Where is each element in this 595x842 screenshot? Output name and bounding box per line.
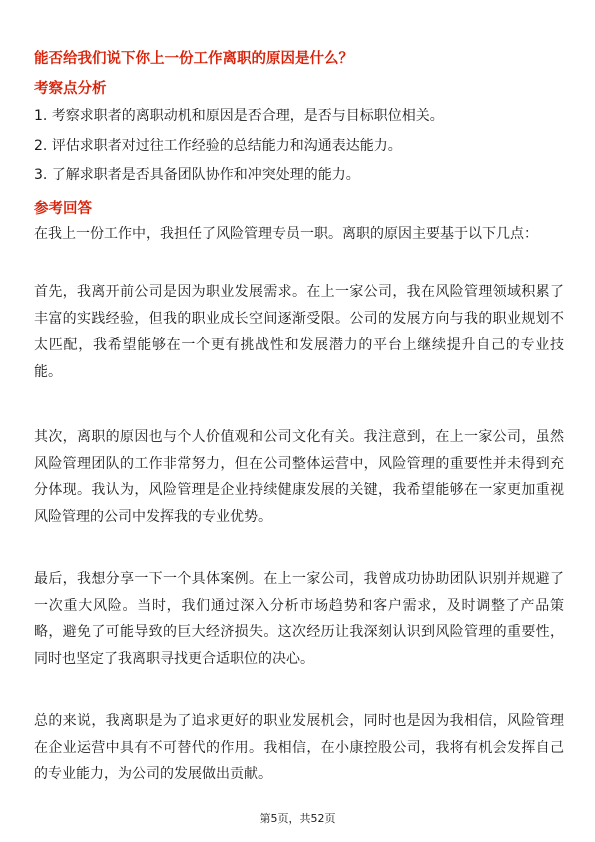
question-heading: 能否给我们说下你上一份工作离职的原因是什么？ [34,51,353,67]
page-number: 第5页，共52页 [259,812,336,825]
answer-paragraph-conclusion: 总的来说，我离职是为了追求更好的职业发展机会，同时也是因为我相信，风险管理在企业运营中具有不可替代的作用。我相信，在小康控股公司，我将有机会发挥自己的专业能力，为公司的发展做出贡献。 [34,713,564,782]
answer-paragraph: 其次，离职的原因也与个人价值观和公司文化有关。我注意到，在上一家公司，虽然风险管理团队的工作非常努力，但在公司整体运营中，风险管理的重要性并未得到充分体现。我认为，风险管理是企业持续健康发展的关键，我希望能够在一家更加重视风险管理的公司中发挥我的专业优势。 [34,429,564,525]
answer-paragraph-intro: 在我上一份工作中，我担任了风险管理专员一职。离职的原因主要基于以下几点： [34,226,538,242]
analysis-item: 2. 评估求职者对过往工作经验的总结能力和沟通表达能力。 [34,138,402,154]
answer-paragraph: 首先，我离开前公司是因为职业发展需求。在上一家公司，我在风险管理领域积累了丰富的实践经验，但我的职业成长空间逐渐受限。公司的发展方向与我的职业规划不太匹配，我希望能够在一个更有挑战性和发展潜力的平台上继续提升自己的专业技能。 [34,284,564,380]
analysis-item: 3. 了解求职者是否具备团队协作和冲突处理的能力。 [34,167,360,183]
analysis-item: 1. 考察求职者的离职动机和原因是否合理，是否与目标职位相关。 [34,108,444,124]
answer-section-title: 参考回答 [34,201,92,217]
answer-paragraph: 最后，我想分享一下一个具体案例。在上一家公司，我曾成功协助团队识别并规避了一次重大风险。当时，我们通过深入分析市场趋势和客户需求，及时调整了产品策略，避免了可能导致的巨大经济损失。这次经历让我深刻认识到风险管理的重要性，同时也坚定了我离职寻找更合适职位的决心。 [34,571,564,667]
analysis-section-title: 考察点分析 [34,81,107,97]
